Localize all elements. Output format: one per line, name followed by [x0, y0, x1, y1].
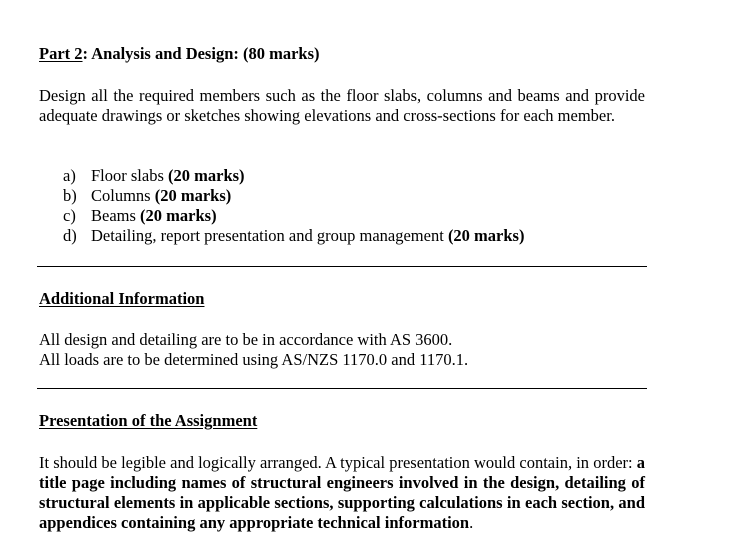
list-item-text: Detailing, report presentation and group management [91, 226, 444, 245]
list-item [63, 166, 524, 186]
section-divider [37, 388, 647, 389]
list-item-marks: (20 marks) [140, 206, 217, 225]
additional-line-1: All design and detailing are to be in accordance with AS 3600. [39, 330, 453, 349]
part2-heading [39, 44, 320, 64]
list-item [63, 226, 524, 246]
part2-heading-title: : Analysis and Design: (80 marks) [82, 44, 320, 63]
list-item-letter: b) [63, 186, 77, 205]
list-item-letter: d) [63, 226, 77, 245]
additional-line-2: All loads are to be determined using AS/NZS 1170.0 and 1170.1. [39, 350, 469, 369]
list-item-text: Beams [91, 206, 136, 225]
list-item-text: Floor slabs [91, 166, 164, 185]
list-item [63, 186, 524, 206]
additional-heading [39, 289, 204, 309]
list-item-marks: (20 marks) [168, 166, 245, 185]
presentation-text [39, 453, 645, 533]
list-item-marks: (20 marks) [154, 186, 232, 205]
list-item-marks: (20 marks) [447, 226, 525, 245]
presentation-text-plain: It should be legible and logically arranged. A typical presentation would contain, in order: [39, 453, 637, 472]
list-item [63, 206, 524, 226]
list-item-letter: a) [63, 166, 76, 185]
part2-heading-label: Part 2 [39, 44, 83, 63]
presentation-text-bold: a title page including names of structural engineers involved in the design, detailing of structural elements in applicable sections, supporting calculations in each section, and appendices containing any appropriate technical information [39, 453, 645, 532]
part2-intro: Design all the required members such as the floor slabs, columns and beams and provide adequate drawings or sketches showing elevations and cross-sections for each member. [39, 86, 645, 125]
list-item-text: Columns [91, 186, 151, 205]
presentation-text-end: . [469, 513, 474, 532]
list-item-letter: c) [63, 206, 76, 225]
section-divider [37, 266, 647, 267]
presentation-heading [39, 411, 257, 431]
additional-heading-label: Additional Information [39, 289, 205, 308]
presentation-heading-label: Presentation of the Assignment [39, 411, 258, 430]
marks-list [63, 166, 524, 246]
